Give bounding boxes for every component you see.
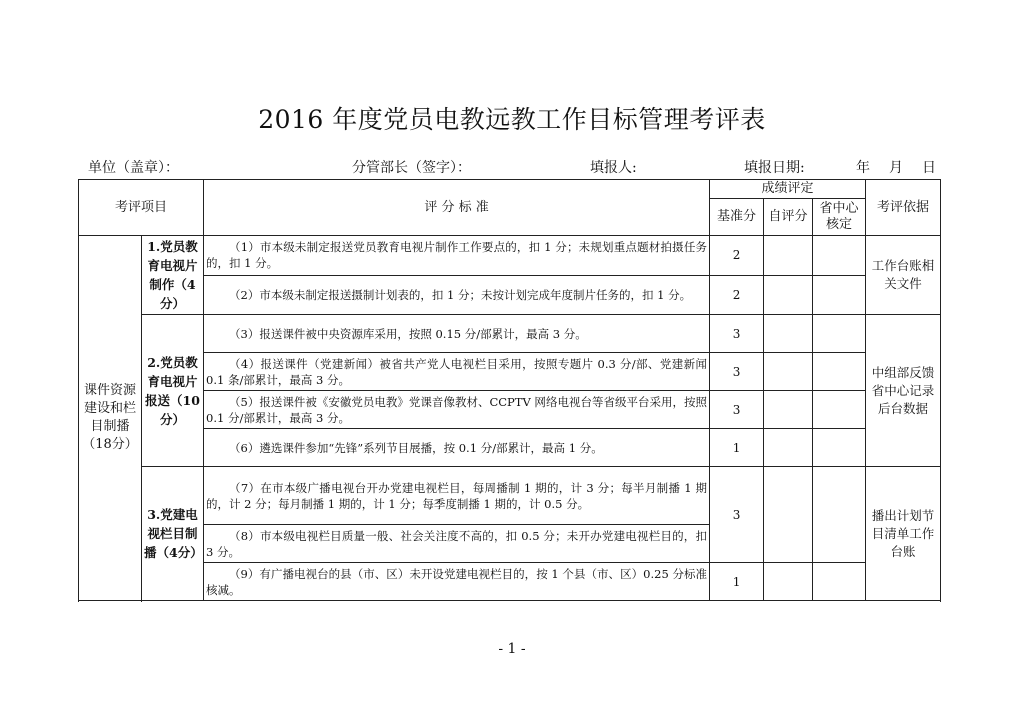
date-label: 填报日期:	[744, 160, 805, 176]
self-score-cell[interactable]	[764, 353, 813, 391]
base-score: 1	[710, 429, 764, 467]
filler-label: 填报人:	[590, 160, 637, 176]
dept-head-label: 分管部长（签字）：	[352, 160, 471, 176]
province-score-cell[interactable]	[813, 391, 866, 429]
header-result-group: 成绩评定	[710, 180, 866, 199]
evaluation-table	[78, 179, 941, 601]
basis-cell: 播出计划节目清单工作台账	[866, 467, 941, 601]
province-score-cell[interactable]	[813, 275, 866, 315]
header-self-score: 自评分	[764, 199, 813, 236]
standard-text: （1）市本级未制定报送党员教育电视片制作工作要点的，扣 1 分；未规划重点题材拍摄任务的，扣 1 分。	[204, 236, 710, 276]
standard-text: （9）有广播电视台的县（市、区）未开设党建电视栏目的，按 1 个县（市、区）0.25 分标准核减。	[204, 563, 710, 601]
base-score: 1	[710, 563, 764, 601]
province-score-cell[interactable]	[813, 429, 866, 467]
self-score-cell[interactable]	[764, 236, 813, 276]
province-score-cell[interactable]	[813, 236, 866, 276]
basis-cell: 中组部反馈省中心记录后台数据	[866, 315, 941, 467]
base-score: 2	[710, 275, 764, 315]
standard-text: （2）市本级未制定报送摄制计划表的，扣 1 分；未按计划完成年度制片任务的，扣 1 分。	[204, 275, 710, 315]
standard-text: （7）在市本级广播电视台开办党建电视栏目，每周播制 1 期的，计 3 分；每半月制播 1 期的，计 2 分；每月制播 1 期的，计 1 分；每季度制播 1 期的，计 0.5 分。	[204, 467, 710, 525]
self-score-cell[interactable]	[764, 315, 813, 353]
section-name: 2.党员教育电视片报送（10分）	[142, 315, 204, 467]
standard-text: （4）报送课件（党建新闻）被省共产党人电视栏目采用，按照专题片 0.3 分/部、党建新闻 0.1 条/部累计，最高 3 分。	[204, 353, 710, 391]
self-score-cell[interactable]	[764, 275, 813, 315]
self-score-cell[interactable]	[764, 391, 813, 429]
self-score-cell[interactable]	[764, 467, 813, 563]
page-title: 2016 年度党员电教远教工作目标管理考评表	[258, 105, 766, 134]
province-score-cell[interactable]	[813, 467, 866, 563]
base-score: 3	[710, 467, 764, 563]
base-score: 2	[710, 236, 764, 276]
unit-label: 单位（盖章）：	[88, 160, 179, 176]
date-year: 年	[856, 160, 870, 176]
base-score: 3	[710, 391, 764, 429]
province-score-cell[interactable]	[813, 353, 866, 391]
standard-text: （5）报送课件被《安徽党员电教》党课音像教材、CCPTV 网络电视台等省级平台采用，按照 0.1 分/部累计，最高 3 分。	[204, 391, 710, 429]
page-number: - 1 -	[498, 641, 526, 657]
date-day: 日	[922, 160, 936, 176]
province-score-cell[interactable]	[813, 563, 866, 601]
basis-cell: 工作台账相关文件	[866, 236, 941, 315]
province-score-cell[interactable]	[813, 315, 866, 353]
header-standard: 评 分 标 准	[204, 180, 710, 236]
header-base-score: 基准分	[710, 199, 764, 236]
category-cell: 课件资源建设和栏目制播（18分）	[79, 236, 142, 601]
base-score: 3	[710, 315, 764, 353]
header-province-score: 省中心核定	[813, 199, 866, 236]
self-score-cell[interactable]	[764, 429, 813, 467]
standard-text: （8）市本级电视栏目质量一般、社会关注度不高的，扣 0.5 分；未开办党建电视栏目的，扣 3 分。	[204, 525, 710, 563]
section-name: 3.党建电视栏目制播（4分）	[142, 467, 204, 601]
date-month: 月	[889, 160, 903, 176]
section-name: 1.党员教育电视片制作（4分）	[142, 236, 204, 315]
base-score: 3	[710, 353, 764, 391]
header-item: 考评项目	[79, 180, 204, 236]
standard-text: （6）遴选课件参加“先锋”系列节目展播，按 0.1 分/部累计，最高 1 分。	[204, 429, 710, 467]
standard-text: （3）报送课件被中央资源库采用，按照 0.15 分/部累计，最高 3 分。	[204, 315, 710, 353]
self-score-cell[interactable]	[764, 563, 813, 601]
header-basis: 考评依据	[866, 180, 941, 236]
